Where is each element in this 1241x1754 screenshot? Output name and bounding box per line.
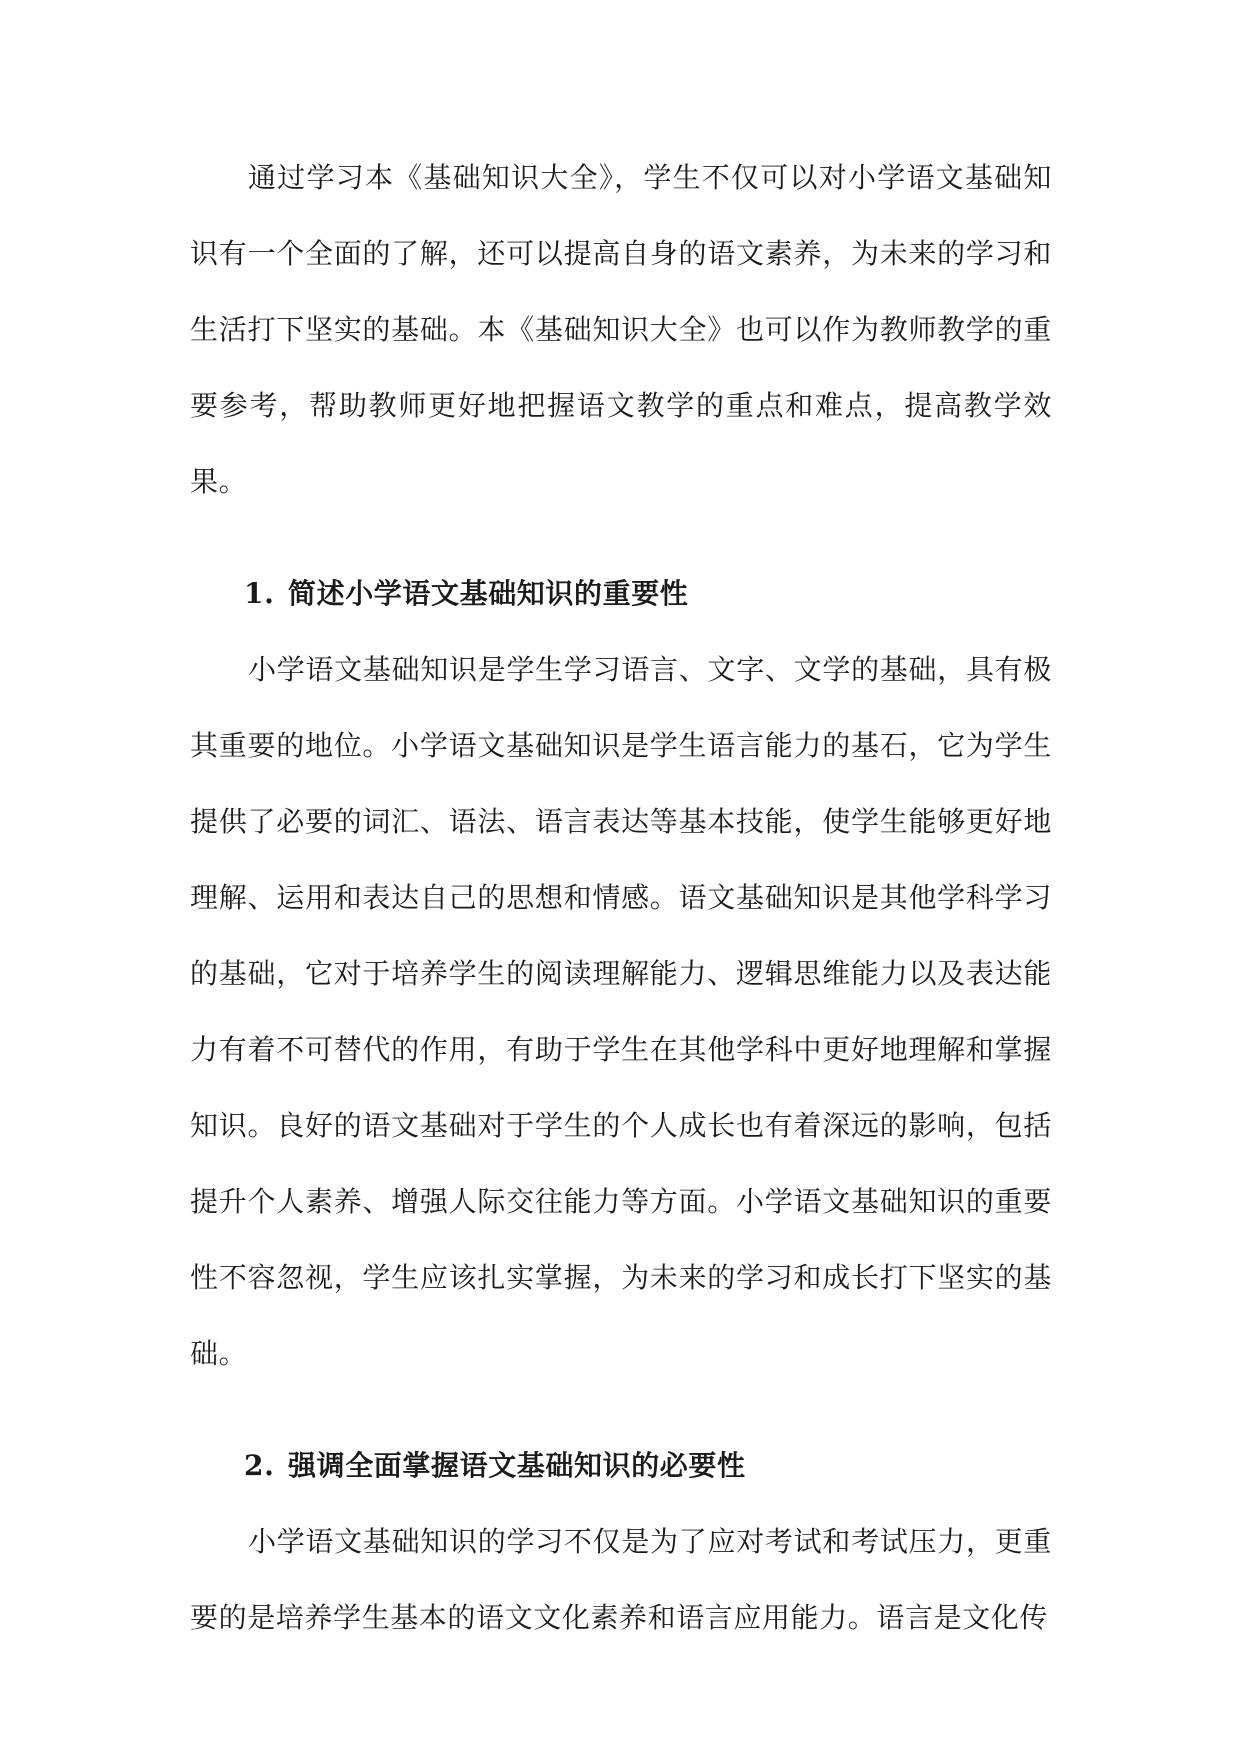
- intro-paragraph: 通过学习本《基础知识大全》，学生不仅可以对小学语文基础知识有一个全面的了解，还可以提高自身的语文素养，为未来的学习和生活打下坚实的基础。本《基础知识大全》也可以作为教师教学的重要参考，帮助教师更好地把握语文教学的重点和难点，提高教学效果。: [190, 161, 1052, 498]
- section-1-heading: [190, 556, 1052, 632]
- section-1-number: 1.: [244, 577, 275, 610]
- section-2-title: 强调全面掌握语文基础知识的必要性: [288, 1449, 746, 1482]
- section-2-number: 2.: [244, 1449, 275, 1482]
- document-body: [190, 140, 1052, 1656]
- section-2-heading: [190, 1428, 1052, 1504]
- section-1-paragraph: 小学语文基础知识是学生学习语言、文字、文学的基础，具有极其重要的地位。小学语文基础知识是学生语言能力的基石，它为学生提供了必要的词汇、语法、语言表达等基本技能，使学生能够更好地理解、运用和表达自己的思想和情感。语文基础知识是其他学科学习的基础，它对于培养学生的阅读理解能力、逻辑思维能力以及表达能力有着不可替代的作用，有助于学生在其他学科中更好地理解和掌握知识。良好的语文基础对于学生的个人成长也有着深远的影响，包括提升个人素养、增强人际交往能力等方面。小学语文基础知识的重要性不容忽视，学生应该扎实掌握，为未来的学习和成长打下坚实的基础。: [190, 653, 1052, 1370]
- section-2-paragraph: 小学语文基础知识的学习不仅是为了应对考试和考试压力，更重要的是培养学生基本的语文文化素养和语言应用能力。语言是文化传: [190, 1525, 1052, 1634]
- section-1-title: 简述小学语文基础知识的重要性: [288, 577, 689, 610]
